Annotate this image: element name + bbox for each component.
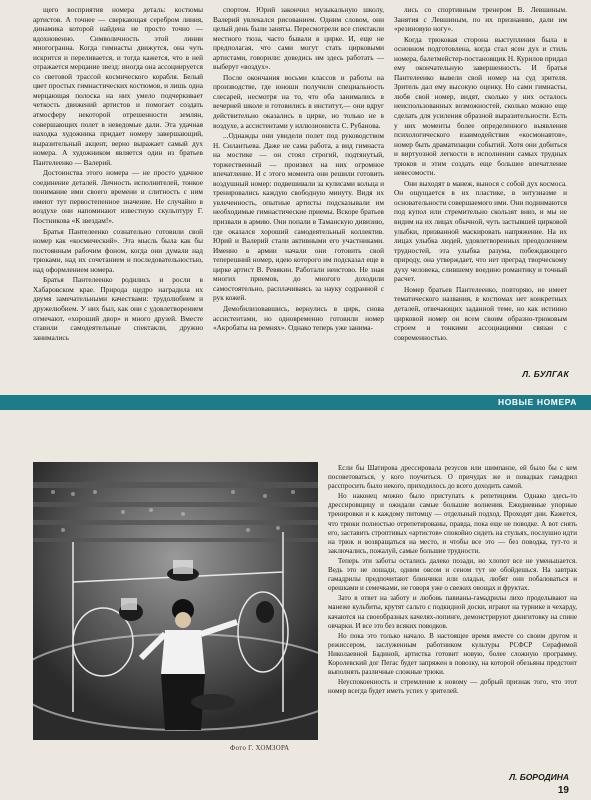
section-banner [0,395,591,410]
paragraph: Но пока это только начало. В настоящее время вместе со своим другом и режиссером, заслуженным работником культуры РСФСР Серафимой Николаевной Бадиной, артистка готовит новую, более сложную программу. Королевский дог Пегас будет запряжен в повозку, на которой обезьяны предстоит выполнять различные сложные трюки. [328,631,577,677]
page-number: 19 [557,785,569,796]
article-column-3 [394,5,567,355]
photo-credit: Фото Г. ХОМЗОРА [230,745,290,752]
paragraph: Они выходят в манеж, вынося с собой дух космоса. Он ощущается в их пластике, в энтузиазме и основательности совершаемого ими. Они поднимаются под купол или стремительно скользят вниз, и мы не видим на их лицах обычной, чуть застывшей цирковой улыбки, призванной маскировать напряжение. На их лицах улыбка людей, удовлетворенных преодолением трудностей, эта улыбка разума, побеждающего природу, она утверждает, что нет преград творческому духу человека, слившему воедино романтику и точный расчет. [394,178,567,284]
article-column-1 [33,5,203,381]
paragraph: Когда трюковая сторона выступления была в основном подготовлена, когда стал ясен дух и стиль номера, балетмейстер-постановщик Н. Курилов придал ему окончательную завершенность. И братья Пантелеенко вывели свой номер на суд зрителя. Зритель дал ему высокую оценку. Но сами гимнасты, любя свой номер, видят, сколько у них осталось неиспользованных возможностей, сколько можно еще сделать для усиления образной выразительности. Есть у них моменты более определенного выявления психологического взаимодействия «космонавтов», номер быть драматизации событий. Хотя они добиться и виртуозной легкости в исполнении самых трудных трюков и этим создать еще большее впечатление невесомости. [394,34,567,178]
paragraph: После окончания восьми классов и работы на производстве, где юноши получили специальность слесарей, несмотря на то, что оба занимались в вечерней школе и готовились в институт,— они вдруг действительно оказались в цирке, но только не в воздухе, а ассистентами у иллюзиониста С. Рубанова. [213,72,384,130]
paragraph: спортом. Юрий закончил музыкальную школу, Валерий увлекался рисованием. Одним словом, они целый день были заняты. Пересмотрели все спектакли местного тюза, часто бывали в цирке. И, еще не предполагая, что сами могут стать цирковыми артистами, говорили: доведись им здесь работать — выберут «воздух». [213,5,384,72]
paragraph: ...Однажды они увидели полет под руководством Н. Силантьева. Даже не сама работа, а вид гимнаста на мостике — он стоял строгий, подтянутый, торжественный — произвел на них огромное впечатление. И с этого момента они решили готовить воздушный номер: подвешивали за кулисами кольца и тренировались каждую свободную минуту. Видя их увлеченность, опытные артисты подсказывали им необходимые гимнастические приемы. Вскоре братьев призвали в армию. Они попали в Таманскую дивизию, где оказался хороший самодеятельный коллектив. Юрий и Валерий стали активными его участниками. Именно в армии начали они готовить свой теперешний номер, идею которого им подсказал еще в цирке артист В. Ревякин. Работали неистово. Не зная многих приемов, до многого доходили самостоятельно, расплачиваясь за науку содранной с рук кожей. [213,131,384,303]
paragraph: Братья Пантелеенко родились и росли в Хабаровском крае. Природа щедро наградила их двумя замечательными качествами: трудолюбием и дружелюбием. У них был, как они с удовлетворением отмечают, «хороший двор» и много друзей. Вместе ставили самодеятельные спектакли, дружно занимались [33,275,203,342]
paragraph: Теперь эти заботы остались далеко позади, но хлопот все не уменьшается. Ведь это не лошади, одним овсом и сеном тут не обойдешься. На завтрак гамадрилы предпочитают блинчики или оладьи, любят они побаловаться и орешками и семечками, не говоря уже о свежих овощах и фруктах. [328,556,577,593]
paragraph: Достоинства этого номера — не просто удачное соединение деталей. Личность исполнителей, тонкое понимание ими своего времени и слитность с ним имеют тут первостепенное значение. Не случайно в воздухе они напоминают известную скульптуру Г. Постникова «К звездам!». [33,168,203,226]
paragraph: Но наконец можно было приступать к репетициям. Однако здесь-то дрессировщицу и ожидали самые большие волнения. Ежедневные упорные тренировки и к каждому питомцу — отдельный подход. Проходят дни. Кажется, что трюки полностью отрепетированы, правда, пока еще не поводке. А вот снять его, заставить строптивых «артистов» спокойно сидеть на стульях, послушно идти на трюк и возвращаться на место, и чтобы все это — без поводка, тут-то и заключались, пожалуй, самые большие трудности. [328,492,577,555]
paragraph: лись со спортивным тренером В. Левшиным. Занятия с Левшиным, по их признанию, дали им «резиновую ногу». [394,5,567,34]
circus-photo [33,462,318,740]
paragraph: Братья Пантелеенко сознательно готовили свой номер как «космический». Эта мысль была как бы постоянным рабочим фоном, когда они думали над трюками, над их сочетанием и последовательностью, над оформлением номера. [33,226,203,274]
paragraph: Демобилизовавшись, вернулись в цирк, снова ассистентами, но одновременно готовили номер «Акробаты на ремнях». Однако теперь уже занима- [213,303,384,333]
circus-photo-illustration [33,462,318,740]
paragraph: Если бы Шатирова дрессировала резусов или шимпанзе, ей было бы с кем посоветоваться, у кого поучиться. О причудах же и повадках гамадрил расспросить было некого, приходилось до всего доходить самой. [328,464,577,491]
author-signature: Л. БУЛГАК [522,369,569,379]
article-column-2 [213,5,384,381]
paragraph: Номер братьев Пантелеенко, повторяю, не имеет тематического названия, в костюмах нет конкретных деталей, отвечающих заданной теме, но как истинно цирковой номер он всем своим образно-трюковым строем и тонкими ассоциациями связан с современностью. [394,284,567,342]
paragraph: Неуспокоенность и стремление к новому — добрый признак того, что этот номер всегда будет иметь успех у зрителей. [328,678,577,696]
author-signature: Л. БОРОДИНА [509,772,569,782]
paragraph: щего восприятия номера деталь: костюмы артистов. А точнее — сверкающая серебром линия, динамика которой найдена не просто точно — вдохновенно. Символичность этой линии многогранна. Когда гимнасты движутся, она чуть искрится и переливается, и тогда кажется, что в ней отражается мерцание звезд: иногда она ассоциируется со световой трассой космического корабля. Белый цвет простых гимнастических костюмов, и лишь одна мерцающая полоска на них умело подчеркивает четкость движений артистов и помогает создать атмосферу некоторой отрешенности землян, совершающих полет в неведомые дали. Эта удачная находка художника придает номеру завершающий, выразительный акцент, верно выражает самый дух номера. А художником является один из братьев Пантелеенко — Валерий. [33,5,203,167]
article-column-4 [328,464,577,771]
section-banner-label: НОВЫЕ НОМЕРА [497,397,577,407]
paragraph: Зато в ответ на заботу и любовь павианы-гамадрилы лихо проделывают на манеже кульбиты, крутят сальто с подкидной доски, играют на турнике в чехарду, качаются на своеобразных качелях-лопинге, демонстрируют джигитовку на спине овчарки. И все это без всяких поводков. [328,594,577,630]
